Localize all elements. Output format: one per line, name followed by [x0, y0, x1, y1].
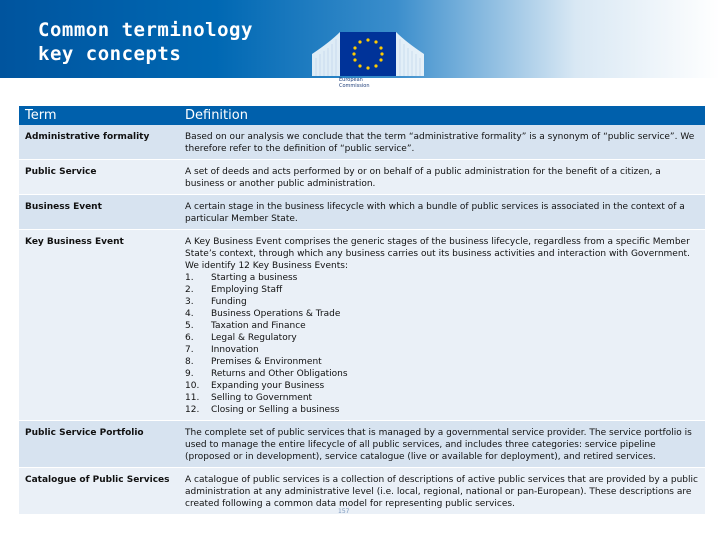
list-item-label: Employing Staff — [211, 285, 283, 295]
list-item-label: Expanding your Business — [211, 381, 325, 391]
term-cell: Public Service — [19, 160, 179, 195]
list-item — [185, 332, 699, 344]
list-item-number: 10. — [185, 381, 200, 391]
slide-header — [0, 0, 720, 100]
terminology-table — [19, 106, 705, 515]
list-item — [185, 284, 699, 296]
definition-cell: A set of deeds and acts performed by or on behalf of a public administration for the benefit of a citizen, a business or another public administration. — [179, 160, 705, 195]
list-item-label: Innovation — [211, 345, 259, 355]
logo-text — [339, 77, 370, 89]
table-row — [19, 195, 705, 230]
table-row — [19, 125, 705, 160]
definition-cell: A catalogue of public services is a collection of descriptions of active public services that are provided by a public administration at any administrative level (i.e. local, regional, national or pan-European). These descriptions are created following a common data model for representing public services. — [179, 468, 705, 515]
list-item — [185, 368, 699, 380]
list-item — [185, 320, 699, 332]
definition-cell — [179, 230, 705, 421]
table-row — [19, 421, 705, 468]
title-line-1: Common terminology — [38, 19, 253, 41]
page-number: 157 — [338, 508, 350, 515]
definition-cell: A certain stage in the business lifecycle with which a bundle of public services is associated in the context of a particular Member State. — [179, 195, 705, 230]
list-item — [185, 308, 699, 320]
list-item — [185, 404, 699, 416]
key-business-events-list — [185, 272, 699, 416]
list-item — [185, 344, 699, 356]
list-item-number: 1. — [185, 273, 194, 283]
list-item-number: 2. — [185, 285, 194, 295]
table-row — [19, 468, 705, 515]
list-item-number: 12. — [185, 405, 200, 415]
list-item-label: Taxation and Finance — [211, 321, 306, 331]
table-row — [19, 160, 705, 195]
list-item-label: Funding — [211, 297, 247, 307]
term-cell: Business Event — [19, 195, 179, 230]
term-column-header: Term — [19, 106, 179, 125]
definition-cell: Based on our analysis we conclude that the term “administrative formality” is a synonym of “public service”. We therefore refer to the definition of “public service”. — [179, 125, 705, 160]
list-item-number: 3. — [185, 297, 194, 307]
list-item-label: Premises & Environment — [211, 357, 322, 367]
list-item-number: 9. — [185, 369, 194, 379]
list-item-label: Starting a business — [211, 273, 298, 283]
definition-column-header: Definition — [179, 106, 705, 125]
term-cell: Administrative formality — [19, 125, 179, 160]
table-row — [19, 230, 705, 421]
list-item-label: Closing or Selling a business — [211, 405, 340, 415]
slide-title — [38, 18, 253, 66]
list-item — [185, 356, 699, 368]
list-item-label: Returns and Other Obligations — [211, 369, 348, 379]
list-item-label: Selling to Government — [211, 393, 313, 403]
list-item-number: 11. — [185, 393, 200, 403]
list-item-number: 5. — [185, 321, 194, 331]
list-item-number: 4. — [185, 309, 194, 319]
term-cell: Public Service Portfolio — [19, 421, 179, 468]
logo-text-line-1: European — [339, 77, 363, 83]
list-item-label: Legal & Regulatory — [211, 333, 297, 343]
term-cell: Catalogue of Public Services — [19, 468, 179, 515]
logo-text-line-2: Commission — [339, 83, 370, 89]
list-item — [185, 296, 699, 308]
list-item — [185, 380, 699, 392]
definition-cell: The complete set of public services that is managed by a governmental service provider. The service portfolio is used to manage the entire lifecycle of all public services, and includes three categories: service pipeline (proposed or in development), service catalogue (live or available for deployment), and retired services. — [179, 421, 705, 468]
list-item-number: 7. — [185, 345, 194, 355]
list-item — [185, 272, 699, 284]
title-line-2: key concepts — [38, 43, 182, 65]
definition-intro: A Key Business Event comprises the generic stages of the business lifecycle, regardless from a specific Member State’s context, through which any business carries out its business activities and interaction with Government. We identify 12 Key Business Events: — [185, 237, 690, 271]
term-cell: Key Business Event — [19, 230, 179, 421]
list-item-label: Business Operations & Trade — [211, 309, 341, 319]
table-header-row — [19, 106, 705, 125]
list-item-number: 6. — [185, 333, 194, 343]
list-item-number: 8. — [185, 357, 194, 367]
list-item — [185, 392, 699, 404]
